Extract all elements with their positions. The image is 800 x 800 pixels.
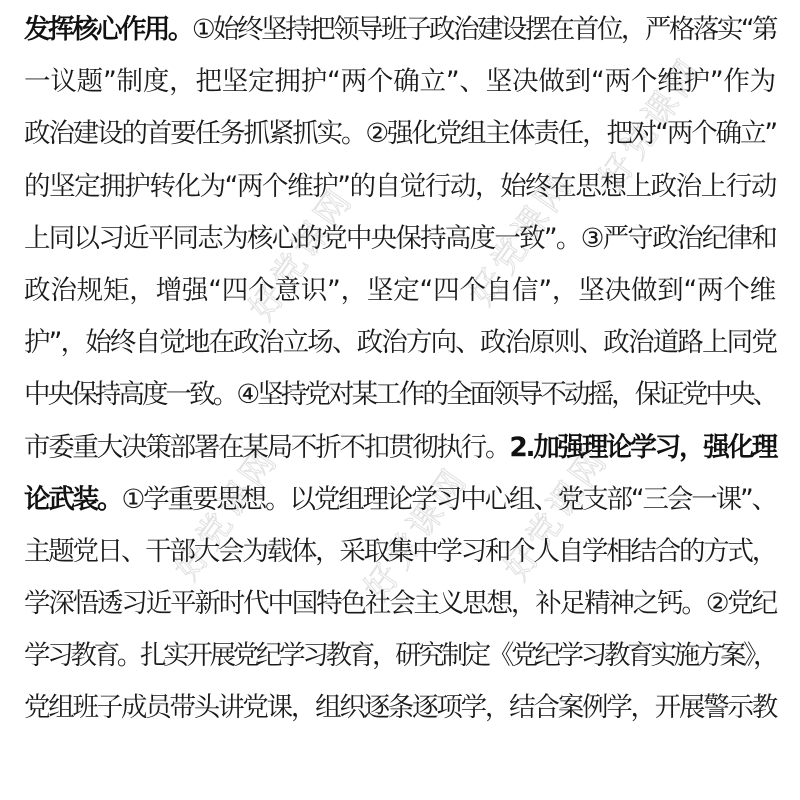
text-line [24, 634, 776, 686]
text-run: 一议题”制度，把坚定拥护“两个确立”、坚决做到“两个维护”作为 [24, 66, 776, 98]
watermark: 好党课网 [496, 440, 617, 588]
text-line [24, 112, 776, 164]
text-run: 政治规矩，增强“四个意识”，坚定“四个自信”，坚决做到“两个维 [24, 274, 776, 306]
text-line [24, 373, 776, 425]
text-run: ①学重要思想。以党组理论学习中心组、党支部“三会一课”、 [121, 483, 777, 515]
watermark: 好党课网 [241, 180, 362, 328]
text-line [24, 530, 776, 582]
text-line [24, 60, 776, 112]
text-run: 上同以习近平同志为核心的党中央保持高度一致”。③严守政治纪律和 [24, 222, 776, 254]
text-line [24, 426, 776, 478]
watermark: 好党课网 [166, 440, 287, 588]
text-run: 的坚定拥护转化为“两个维护”的自觉行动，始终在思想上政治上行动 [24, 170, 776, 202]
text-line [24, 321, 776, 373]
text-run: 中央保持高度一致。④坚持党对某工作的全面领导不动摇，保证党中央、 [24, 379, 777, 411]
bold-heading-run: 2.加强理论学习，强化理 [509, 431, 776, 463]
text-run: 主题党日、干部大会为载体，采取集中学习和个人自学相结合的方式， [24, 535, 776, 567]
text-run: 学习教育。扎实开展党纪学习教育，研究制定《党纪学习教育实施方案》， [24, 640, 777, 672]
bold-heading-run: 发挥核心作用。 [24, 14, 192, 45]
text-line [24, 686, 776, 738]
text-line [24, 8, 776, 60]
document-body [24, 8, 776, 739]
text-line [24, 269, 776, 321]
watermark: 好党课网 [461, 165, 582, 313]
text-line [24, 478, 776, 530]
text-run: 党组班子成员带头讲党课，组织逐条逐项学，结合案例学，开展警示教 [24, 692, 776, 724]
text-run: 市委重大决策部署在某局不折不扣贯彻执行。 [24, 431, 510, 463]
text-run: 政治建设的首要任务抓紧抓实。②强化党组主体责任，把对“两个确立” [24, 118, 776, 150]
text-run: 学深悟透习近平新时代中国特色社会主义思想，补足精神之钙。②党纪 [24, 588, 776, 620]
watermark: 好党课网 [591, 50, 712, 198]
bold-heading-run: 论武装。 [24, 483, 122, 515]
text-line [24, 582, 776, 634]
text-run: ①始终坚持把领导班子政治建设摆在首位，严格落实“第 [191, 14, 776, 45]
text-line [24, 217, 776, 269]
text-line [24, 165, 776, 217]
text-run: 护”，始终自觉地在政治立场、政治方向、政治原则、政治道路上同党 [24, 327, 776, 359]
watermark: 好党课网 [356, 460, 477, 608]
